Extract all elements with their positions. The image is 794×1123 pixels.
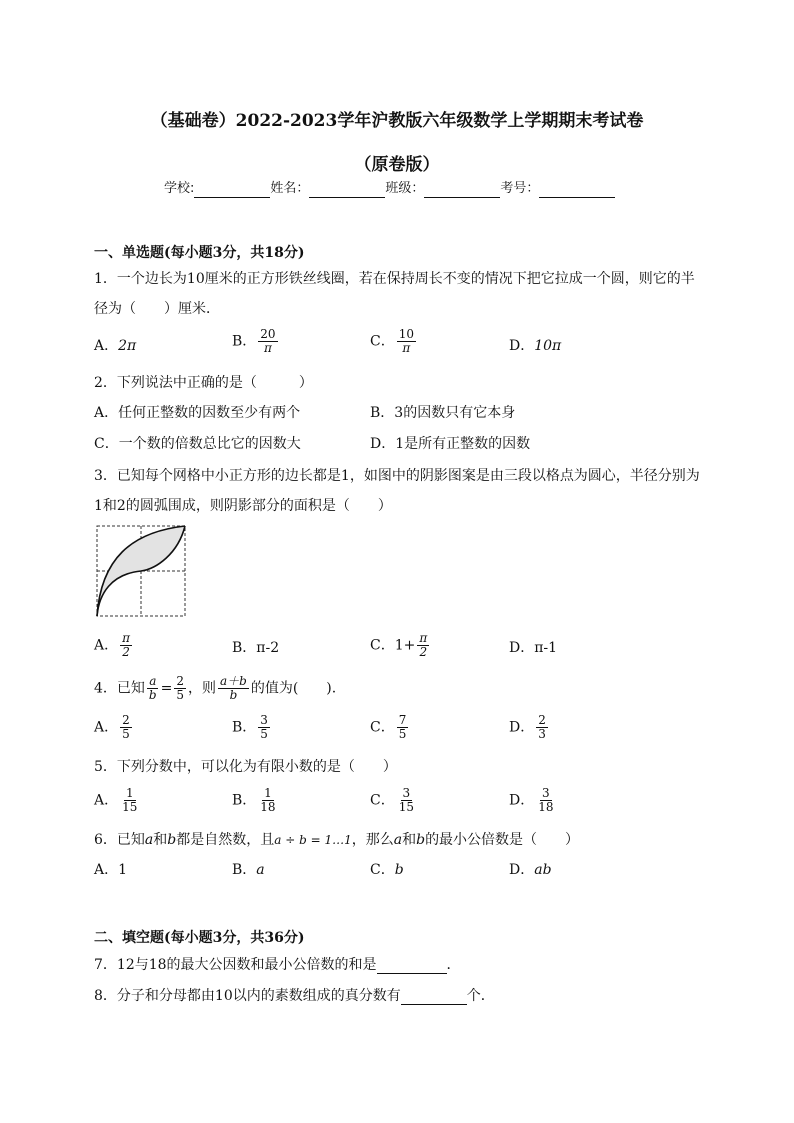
q5-stem: 5．下列分数中，可以化为有限小数的是（ ）: [94, 759, 397, 775]
q5-option-d[interactable]: D． $\frac{3}{18}$: [509, 786, 554, 814]
q4-stem: 4．已知 $\frac{a}{b}$ = $\frac{2}{5}$ ，则 $\frac{a+b}{b}$ 的值为( ).: [94, 674, 337, 702]
q4-option-d[interactable]: D． $\frac{2}{3}$: [509, 713, 546, 741]
student-info-line: [164, 180, 615, 198]
q3-option-a[interactable]: A． $\frac{\pi}{2}$: [94, 631, 131, 659]
name-label: 姓名：: [270, 181, 310, 196]
q6-option-d[interactable]: D．ab: [509, 862, 552, 878]
q8-answer-blank[interactable]: [401, 990, 467, 1005]
section2-title: 二、填空题(每小题3分，共36分): [94, 930, 305, 946]
q1-option-d[interactable]: D．10π: [509, 338, 562, 354]
q1-option-b[interactable]: B． $\frac{20}{\pi}$: [232, 327, 276, 355]
exam-no-field[interactable]: [539, 183, 615, 198]
q2-option-c[interactable]: C．一个数的倍数总比它的因数大: [94, 436, 301, 452]
q1-option-c[interactable]: C． $\frac{10}{\pi}$: [370, 327, 414, 355]
school-label: 学校:: [164, 181, 195, 196]
q4-option-c[interactable]: C． $\frac{7}{5}$: [370, 713, 407, 741]
q6-option-a[interactable]: A．1: [94, 862, 128, 878]
q1-line2: 径为（ ）厘米．: [94, 301, 220, 317]
q3-option-c[interactable]: C．1+ $\frac{\pi}{2}$: [370, 631, 428, 659]
q6-option-c[interactable]: C．b: [370, 862, 404, 878]
q3-line2: 1和2的圆弧围成，则阴影部分的面积是（ ）: [94, 498, 392, 514]
q1-option-a[interactable]: A．2π: [94, 338, 137, 354]
q2-option-a[interactable]: A．任何正整数的因数至少有两个: [94, 405, 301, 421]
q6-stem: 6．已知a和b都是自然数，且a ÷ b = 1…1，那么a和b的最小公倍数是（ ）: [94, 832, 580, 848]
class-label: 班级：: [385, 181, 425, 196]
q5-option-c[interactable]: C． $\frac{3}{15}$: [370, 786, 414, 814]
q1-line1: 1．一个边长为10厘米的正方形铁丝线圈，若在保持周长不变的情况下把它拉成一个圆，则它的半: [94, 271, 695, 287]
section1-title: 一、单选题(每小题3分，共18分): [94, 245, 305, 261]
q5-option-b[interactable]: B． $\frac{1}{18}$: [232, 786, 276, 814]
exam-no-label: 考号：: [500, 181, 540, 196]
q6-option-b[interactable]: B．a: [232, 862, 265, 878]
q8-line: 8．分子和分母都由10以内的素数组成的真分数有 个．: [94, 988, 495, 1004]
q4-option-a[interactable]: A． $\frac{2}{5}$: [94, 713, 130, 741]
page-title: （基础卷）2022-2023学年沪教版六年级数学上学期期末考试卷: [150, 111, 644, 131]
q2-option-b[interactable]: B．3的因数只有它本身: [370, 405, 516, 421]
q3-option-b[interactable]: B．π-2: [232, 640, 280, 656]
q3-line1: 3．已知每个网格中小正方形的边长都是1，如图中的阴影图案是由三段以格点为圆心，半径分别为: [94, 468, 700, 484]
q2-stem: 2．下列说法中正确的是（ ）: [94, 375, 313, 391]
q3-option-d[interactable]: D．π-1: [509, 640, 558, 656]
name-field[interactable]: [309, 183, 385, 198]
school-field[interactable]: [194, 183, 270, 198]
q2-option-d[interactable]: D．1是所有正整数的因数: [370, 436, 531, 452]
q5-option-a[interactable]: A． $\frac{1}{15}$: [94, 786, 138, 814]
q7-line: 7．12与18的最大公因数和最小公倍数的和是 ．: [94, 957, 461, 973]
class-field[interactable]: [424, 183, 500, 198]
shaded-arc-figure: [96, 524, 188, 620]
q4-option-b[interactable]: B． $\frac{3}{5}$: [232, 713, 268, 741]
page-subtitle: （原卷版）: [354, 155, 440, 175]
q7-answer-blank[interactable]: [377, 959, 447, 974]
